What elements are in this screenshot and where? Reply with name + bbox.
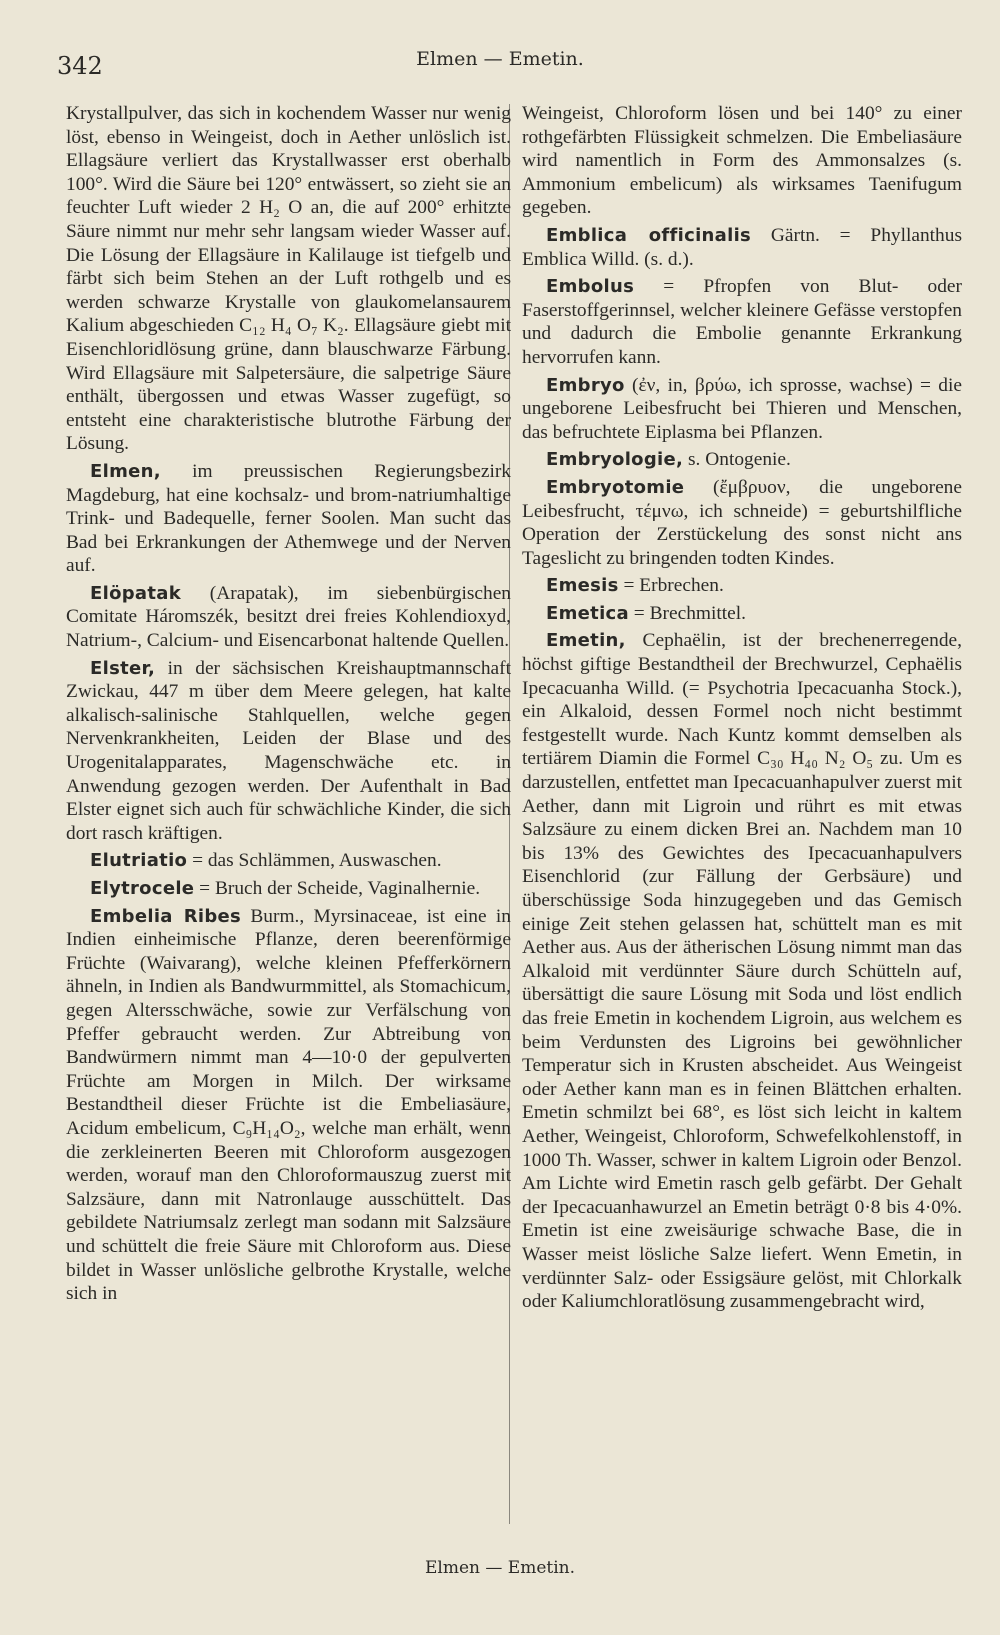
- entry-elytrocele: [66, 877, 511, 901]
- entry-text: Burm., Myrsinaceae, ist eine in Indien einheimische Pflanze, deren beerenförmige Früchte (Waivarang), welche kleinen Pfefferkörnern ähneln, in Indien als Bandwurmmittel, als Stomachicum, gegen Altersschwäche, sowie zur Verfälschung von Pfeffer gebraucht werden. Zur Abtreibung von Bandwürmern nimmt man 4—10·0 der gepulverten Früchte am Morgen in Milch. Der wirksame Bestandtheil dieser Früchte ist die Embeliasäure, Acidum embelicum, C₉H₁₄O₂, welche man erhält, wenn die zerkleinerten Beeren mit Chloroform ausgezogen werden, worauf man den Chloroformauszug zuerst mit Salzsäure, dann mit Natronlauge ausschüttelt. Das gebildete Natriumsalz zerlegt man sodann mit Salzsäure und schüttelt die freie Säure mit Chloroform aus. Diese bildet in Wasser unlösliche gelbrothe Krystalle, welche sich in: [66, 905, 511, 1305]
- entry-term: Embryologie,: [546, 449, 684, 471]
- entry-emetica: [522, 602, 962, 626]
- entry-term: Emetin,: [546, 630, 626, 652]
- page-number: 342: [57, 52, 103, 80]
- entry-term: Emetica: [546, 602, 629, 624]
- entry-text: = Brechmittel.: [628, 602, 746, 624]
- entry-term: Elytrocele: [90, 878, 195, 899]
- entry-emetin: [522, 629, 962, 1313]
- entry-text: Gärtn. = Phyllanthus Emblica Willd. (s. d.).: [522, 224, 962, 270]
- entry-ellagsaeure-continued: [66, 102, 511, 456]
- entry-text: (ἔμβρυον, die ungeborene Leibesfrucht, τέμνω, ich schneide) = geburtshilfliche Operation der Zerstückelung des sonst nicht ans Tageslicht zu bringenden todten Kindes.: [522, 476, 962, 569]
- entry-term: Emesis: [546, 575, 619, 597]
- entry-embryologie: [522, 448, 962, 472]
- entry-term: Embolus: [546, 276, 635, 298]
- entry-emblica-officinalis: [522, 224, 962, 271]
- entry-text: Krystallpulver, das sich in kochendem Wasser nur wenig löst, ebenso in Weingeist, doch in Aether unlöslich ist. Ellagsäure verliert das Krystallwasser erst oberhalb 100°. Wird die Säure bei 120° entwässert, so zieht sie an feuchter Luft wieder 2 H₂ O an, die auf 200° erhitzte Säure nimmt nur mehr sehr langsam wieder Wasser auf. Die Lösung der Ellagsäure in Kalilauge ist tiefgelb und färbt sich beim Stehen an der Luft rothgelb und es werden schwarze Krystalle von glaukomelansaurem Kalium abgeschieden C₁₂ H₄ O₇ K₂. Ellagsäure giebt mit Eisenchloridlösung grüne, dann blauschwarze Färbung. Wird Ellagsäure mit Salpetersäure, die salpetrige Säure enthält, übergossen und etwas Wasser zugefügt, so entsteht eine charakteristische blutrothe Färbung der Lösung.: [66, 103, 511, 455]
- entry-term: Embryotomie: [546, 476, 685, 498]
- entry-text: = das Schlämmen, Auswaschen.: [187, 850, 442, 872]
- entry-term: Emblica officinalis: [546, 224, 752, 246]
- entry-text: s. Ontogenie.: [683, 449, 791, 471]
- left-column: [66, 102, 511, 1310]
- entry-term: Elutriatio: [90, 850, 188, 872]
- entry-text: in der sächsischen Kreishauptmannschaft Zwickau, 447 m über dem Meere gelegen, hat kalte alkalisch-salinische Stahlquellen, welche gegen Nervenkrankheiten, Leiden der Blase und des Urogenitalapparates, Magenschwäche etc. in Anwendung gezogen werden. Der Aufenthalt in Bad Elster eignet sich auch für schwächliche Kinder, die sich dort rasch kräftigen.: [66, 657, 511, 844]
- entry-text: Weingeist, Chloroform lösen und bei 140° zu einer rothgefärbten Flüssigkeit schmelzen. Die Embeliasäure wird namentlich in Form des Ammonsalzes (s. Ammonium embelicum) als wirksames Taenifugum gegeben.: [522, 103, 962, 219]
- page-footer: Elmen — Emetin.: [425, 1558, 575, 1578]
- entry-term: Embelia Ribes: [90, 905, 242, 927]
- entry-elster: [66, 657, 511, 846]
- entry-embryo: [522, 374, 962, 445]
- entry-elmen: [66, 460, 511, 578]
- entry-term: Elmen,: [90, 460, 161, 482]
- entry-elutriatio: [66, 849, 511, 873]
- entry-text: = Bruch der Scheide, Vaginalhernie.: [194, 878, 481, 899]
- entry-text: Cephaëlin, ist der brechenerregende, höchst giftige Bestandtheil der Brechwurzel, Cephaëlis Ipecacuanha Willd. (= Psychotria Ipecacuanha Stock.), ein Alkaloid, dessen Formel noch nicht bestimmt festgestellt wurde. Nach Kuntz kommt demselben als tertiärem Diamin die Formel C₃₀ H₄₀ N₂ O₅ zu. Um es darzustellen, entfettet man Ipecacuanhapulver zuerst mit Aether, dann mit Ligroin und rührt es mit etwas Salzsäure zu einem dicken Brei an. Nachdem man 10 bis 13% des Gewichtes des Ipecacuanhapulvers Eisenchlorid (zur Fällung der Gerbsäure) und überschüssige Soda hinzugegeben und das Gemisch einige Zeit stehen gelassen hat, schüttelt man es mit Aether aus. Aus der ätherischen Lösung nimmt man das Alkaloid mit verdünnter Säure durch Schütteln auf, übersättigt die saure Lösung mit Soda und löst endlich das freie Emetin in kochendem Ligroin, aus welchem es beim Verdunsten des Ligroins bei gewöhnlicher Temperatur sich in Krusten abscheidet. Aus Weingeist oder Aether kann man es in feinen Blättchen erhalten. Emetin schmilzt bei 68°, es löst sich leicht in kaltem Aether, Weingeist, Chloroform, Schwefelkohlenstoff, in 1000 Th. Wasser, schwer in kaltem Ligroin oder Benzol. Am Lichte wird Emetin rasch gelb gefärbt. Der Gehalt der Ipecacuanhawurzel an Emetin beträgt 0·8 bis 4·0%. Emetin ist eine zweisäurige schwache Base, die in Wasser meist lösliche Salze liefert. Wenn Emetin, in verdünnter Salz- oder Essigsäure gelöst, mit Chlorkalk oder Kaliumchloratlösung zusammengebracht wird,: [522, 630, 962, 1313]
- entry-emesis: [522, 574, 962, 598]
- entry-embelia-continued: [522, 102, 962, 220]
- entry-term: Elöpatak: [90, 582, 181, 604]
- entry-embolus: [522, 275, 962, 369]
- entry-embryotomie: [522, 476, 962, 570]
- right-column: [522, 102, 962, 1318]
- entry-term: Embryo: [546, 374, 625, 396]
- entry-term: Elster,: [90, 657, 156, 679]
- entry-text: = Erbrechen.: [618, 575, 724, 597]
- running-head: Elmen — Emetin.: [416, 48, 584, 70]
- entry-text: im preussischen Regierungsbezirk Magdeburg, hat eine kochsalz- und brom-natriumhaltige Trink- und Badequelle, ferner Soolen. Man sucht das Bad bei Erkrankungen der Athemwege und der Nerven auf.: [66, 460, 511, 577]
- entry-text: (Arapatak), im siebenbürgischen Comitate Háromszék, besitzt drei freies Kohlendioxyd, Natrium-, Calcium- und Eisencarbonat haltende Quellen.: [66, 582, 511, 652]
- entry-text: = Pfropfen von Blut- oder Faserstoffgerinnsel, welcher kleinere Gefässe verstopfen und dadurch die Embolie genannte Erkrankung hervorrufen kann.: [522, 276, 962, 368]
- entry-text: (ἐν, in, βρύω, ich sprosse, wachse) = die ungeborene Leibesfrucht bei Thieren und Menschen, das befruchtete Eiplasma bei Pflanzen.: [522, 374, 962, 443]
- entry-embelia-ribes: [66, 905, 511, 1306]
- entry-eloepatak: [66, 582, 511, 653]
